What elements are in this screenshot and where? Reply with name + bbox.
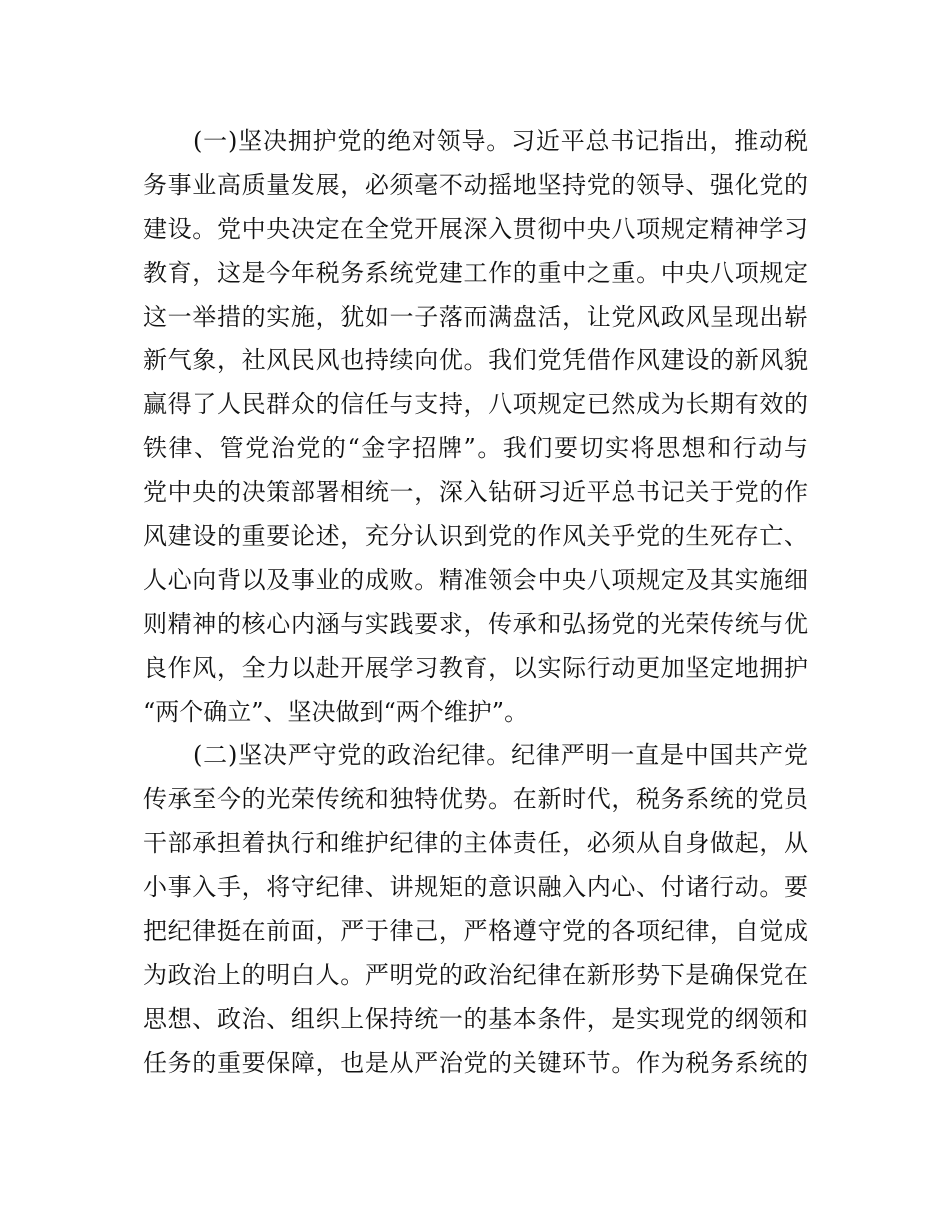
text-line: 建设。党中央决定在全党开展深入贯彻中央八项规定精神学习: [143, 214, 808, 243]
text-line: 小事入手，将守纪律、讲规矩的意识融入内心、付诸行动。要: [143, 873, 808, 902]
text-line: 务事业高质量发展，必须毫不动摇地坚持党的领导、强化党的: [143, 170, 808, 199]
text-line: 党中央的决策部署相统一，深入钻研习近平总书记关于党的作: [143, 478, 808, 507]
paragraph-2: [143, 734, 808, 1085]
text-line: 新气象，社风民风也持续向优。我们党凭借作风建设的新风貌: [143, 346, 808, 375]
text-line: 思想、政治、组织上保持统一的基本条件，是实现党的纲领和: [143, 1004, 808, 1033]
paragraph-1: [143, 120, 808, 734]
text-line: 任务的重要保障，也是从严治党的关键环节。作为税务系统的: [143, 1048, 808, 1077]
text-line: 把纪律挺在前面，严于律己，严格遵守党的各项纪律，自觉成: [143, 917, 808, 946]
text-line: 教育，这是今年税务系统党建工作的重中之重。中央八项规定: [143, 258, 808, 287]
text-line: 干部承担着执行和维护纪律的主体责任，必须从自身做起，从: [143, 829, 808, 858]
text-line: “两个确立”、坚决做到“两个维护”。: [143, 697, 529, 726]
text-line: 传承至今的光荣传统和独特优势。在新时代，税务系统的党员: [143, 785, 808, 814]
text-line: 良作风，全力以赴开展学习教育，以实际行动更加坚定地拥护: [143, 653, 808, 682]
text-line: (一)坚决拥护党的绝对领导。习近平总书记指出，推动税: [193, 127, 808, 155]
text-line: 风建设的重要论述，充分认识到党的作风关乎党的生死存亡、: [143, 522, 808, 551]
text-line: 人心向背以及事业的成败。精准领会中央八项规定及其实施细: [143, 565, 808, 594]
text-line: 赢得了人民群众的信任与支持，八项规定已然成为长期有效的: [143, 390, 808, 419]
text-line: 铁律、管党治党的“金字招牌”。我们要切实将思想和行动与: [143, 434, 808, 463]
text-line: 则精神的核心内涵与实践要求，传承和弘扬党的光荣传统与优: [143, 609, 808, 638]
text-line: 为政治上的明白人。严明党的政治纪律在新形势下是确保党在: [143, 960, 808, 989]
text-line: 这一举措的实施，犹如一子落而满盘活，让党风政风呈现出崭: [143, 302, 808, 331]
text-line: (二)坚决严守党的政治纪律。纪律严明一直是中国共产党: [193, 741, 808, 770]
document-page: [143, 120, 808, 1086]
